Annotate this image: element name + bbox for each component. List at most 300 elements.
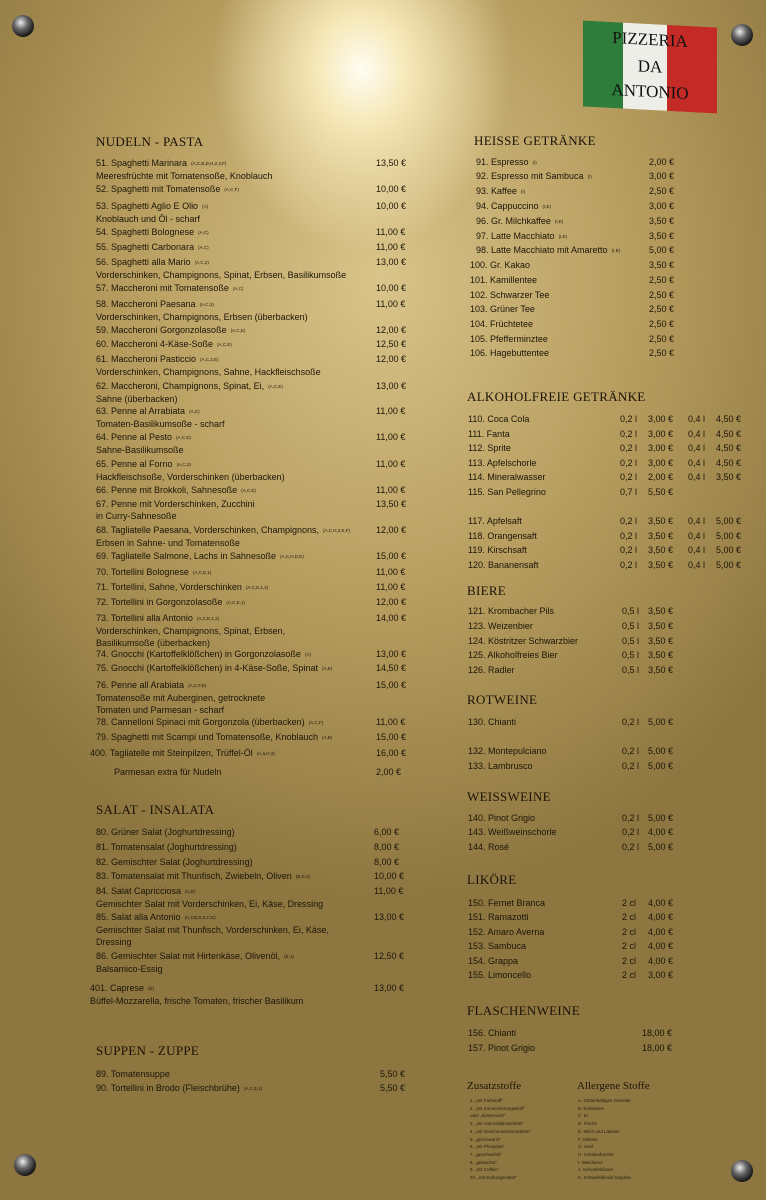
legend-zusatz-entry: 7. „geschwefelt“ bbox=[470, 1151, 502, 1157]
menu-item-name: 98. Latte Macchiato mit Amaretto bbox=[476, 245, 608, 255]
menu-item-name: 79. Spaghetti mit Scampi und Tomatensoße, Knoblauch bbox=[96, 732, 318, 742]
section-title-salat: SALAT - INSALATA bbox=[96, 802, 215, 817]
volume-large: 0,4 l bbox=[688, 545, 706, 555]
menu-item-price: 11,00 € bbox=[376, 227, 406, 237]
price-large: 4,50 € bbox=[716, 458, 742, 468]
allergen-codes: (I,E) bbox=[558, 233, 568, 239]
menu-item-name: 152. Amaro Averna bbox=[468, 927, 545, 937]
menu-item bbox=[96, 256, 346, 281]
menu-item bbox=[96, 226, 209, 239]
price-small: 3,50 € bbox=[648, 516, 674, 526]
menu-item-name: 84. Salat Capricciosa bbox=[96, 886, 182, 896]
menu-item-price: 13,50 € bbox=[376, 158, 407, 168]
menu-item bbox=[468, 635, 578, 647]
menu-item bbox=[468, 559, 539, 571]
price-large: 3,50 € bbox=[716, 472, 742, 482]
volume: 2 cl bbox=[622, 941, 637, 951]
menu-item-name: 151. Ramazotti bbox=[468, 912, 529, 922]
menu-item bbox=[470, 333, 548, 345]
menu-item-price: 13,50 € bbox=[376, 499, 407, 509]
menu-item bbox=[468, 515, 522, 527]
menu-item-name: 130. Chianti bbox=[468, 717, 517, 727]
menu-item-price: 2,50 € bbox=[649, 334, 675, 344]
volume: 0,2 l bbox=[620, 560, 638, 570]
menu-item-name: 94. Cappuccino bbox=[476, 201, 539, 211]
menu-item bbox=[468, 812, 535, 824]
menu-item-price: 11,00 € bbox=[374, 886, 404, 896]
allergen-codes: (A,C) bbox=[198, 229, 209, 235]
menu-item-description: Erbsen in Sahne- und Tomatensoße bbox=[96, 537, 240, 548]
menu-item-name: 125. Alkoholfreies Bier bbox=[468, 650, 558, 660]
price-small: 3,00 € bbox=[648, 443, 674, 453]
allergen-codes: (A,C,B,D,H,2,3,F) bbox=[191, 160, 227, 166]
menu-item bbox=[96, 353, 321, 378]
menu-item-price: 15,00 € bbox=[376, 732, 407, 742]
menu-item-price: 10,00 € bbox=[374, 871, 405, 881]
volume: 0,5 l bbox=[622, 636, 640, 646]
menu-item-price: 13,00 € bbox=[376, 257, 407, 267]
price-large: 5,00 € bbox=[716, 560, 742, 570]
menu-item-price: 5,00 € bbox=[648, 717, 674, 727]
legend-allergen-entry: F. Sellerie bbox=[578, 1136, 598, 1142]
menu-item bbox=[468, 940, 526, 952]
menu-item-name: 401. Caprese bbox=[90, 983, 145, 993]
menu-item-name: 56. Spaghetti alla Mario bbox=[96, 257, 191, 267]
menu-item bbox=[468, 471, 545, 483]
menu-item-name: 72. Tortellini in Gorgonzolasoße bbox=[96, 597, 223, 607]
menu-item bbox=[468, 1027, 516, 1039]
price-small: 3,00 € bbox=[648, 458, 674, 468]
menu-item-name: 140. Pinot Grigio bbox=[468, 813, 536, 823]
menu-item-price: 12,50 € bbox=[376, 339, 407, 349]
price-small: 3,00 € bbox=[648, 429, 674, 439]
menu-item bbox=[96, 380, 283, 405]
allergen-codes: (A,C) bbox=[198, 244, 209, 250]
allergen-codes: (A,C) bbox=[189, 408, 200, 414]
menu-item-description: Tomatensoße mit Auberginen, getrocknete bbox=[96, 692, 266, 703]
menu-item bbox=[96, 826, 235, 838]
menu-item-price: 2,50 € bbox=[649, 319, 675, 329]
menu-item-name: 63. Penne al Arrabiata bbox=[96, 406, 186, 416]
menu-item bbox=[468, 745, 547, 757]
allergen-codes: (A,C,E,1) bbox=[192, 569, 212, 575]
menu-item bbox=[468, 897, 545, 909]
menu-item-name: 119. Kirschsaft bbox=[468, 545, 527, 555]
menu-item-name: 60. Maccheroni 4-Käse-Soße bbox=[96, 339, 214, 349]
volume: 0,5 l bbox=[622, 650, 640, 660]
menu-item-price: 4,00 € bbox=[648, 956, 674, 966]
menu-item-name: 53. Spaghetti Aglio E Olio bbox=[96, 201, 199, 211]
menu-item-name: 93. Kaffee bbox=[476, 186, 517, 196]
menu-item-price: 11,00 € bbox=[376, 432, 406, 442]
menu-item-name: 92. Espresso mit Sambuca bbox=[476, 171, 584, 181]
menu-item-description: Büffel-Mozzarella, frische Tomaten, frischer Basilikum bbox=[90, 995, 304, 1006]
menu-item bbox=[96, 324, 245, 337]
menu-item bbox=[96, 596, 245, 609]
legend-zusatz-entry: 4. „mit Geschmacksverstärker“ bbox=[470, 1128, 532, 1134]
menu-item-price: 15,00 € bbox=[376, 680, 407, 690]
volume: 2 cl bbox=[622, 927, 637, 937]
menu-item-name: 51. Spaghetti Marinara bbox=[96, 158, 188, 168]
volume: 2 cl bbox=[622, 898, 637, 908]
menu-item-price: 8,00 € bbox=[374, 842, 400, 852]
menu-item bbox=[114, 766, 222, 778]
allergen-codes: (A,C,F,E) bbox=[188, 682, 207, 688]
menu-item bbox=[90, 747, 275, 760]
menu-item bbox=[96, 282, 243, 295]
menu-item-name: 69. Tagliatelle Salmone, Lachs in Sahnesoße bbox=[96, 551, 276, 561]
menu-item-name: 111. Fanta bbox=[468, 429, 510, 439]
legend-zusatz-entry: 2. „mit Konservierungsstoff“ bbox=[470, 1105, 525, 1111]
legend-zusatz-entry: 9. „mit Coffein“ bbox=[470, 1167, 500, 1173]
allergen-codes: (A,C,2,E) bbox=[200, 356, 219, 362]
price-large: 5,00 € bbox=[716, 516, 742, 526]
menu-item-price: 3,00 € bbox=[649, 201, 675, 211]
menu-item-price: 2,00 € bbox=[649, 157, 675, 167]
menu-item-name: 89. Tomatensuppe bbox=[96, 1069, 170, 1079]
menu-item bbox=[468, 716, 516, 728]
menu-item bbox=[468, 926, 544, 938]
menu-item bbox=[476, 200, 551, 213]
menu-item-name: 86. Gemischter Salat mit Hirtenkäse, Olivenöl, bbox=[96, 951, 281, 961]
menu-item bbox=[96, 524, 350, 549]
menu-item-name: 103. Grüner Tee bbox=[470, 304, 535, 314]
volume: 0,2 l bbox=[622, 761, 640, 771]
menu-item bbox=[468, 530, 537, 542]
menu-item bbox=[468, 413, 529, 425]
allergen-codes: (I) bbox=[532, 159, 537, 165]
section-title-alkfrei: ALKOHOLFREIE GETRÄNKE bbox=[467, 389, 646, 404]
legend-allergen-entry: K. Schwefeldioxid Sulphite bbox=[578, 1175, 632, 1180]
menu-item-price: 2,50 € bbox=[649, 348, 675, 358]
menu-item bbox=[468, 760, 533, 772]
menu-item-price: 4,00 € bbox=[648, 898, 674, 908]
volume: 2 cl bbox=[622, 970, 637, 980]
menu-item-price: 16,00 € bbox=[376, 748, 407, 758]
menu-item-name: 144. Rosé bbox=[468, 842, 510, 852]
volume: 0,2 l bbox=[622, 842, 640, 852]
menu-item-price: 13,00 € bbox=[376, 381, 407, 391]
menu-item-name: 68. Tagliatelle Paesana, Vorderschinken, Champignons, bbox=[96, 525, 319, 535]
menu-item bbox=[468, 1042, 535, 1054]
menu-item bbox=[96, 581, 268, 594]
menu-item-price: 12,50 € bbox=[374, 951, 405, 961]
menu-item-name: 150. Fernet Branca bbox=[468, 898, 546, 908]
menu-item bbox=[96, 241, 209, 254]
legend-allergen-entry: E. Milch und Laktose bbox=[578, 1128, 620, 1134]
allergen-codes: (A,a,H,3) bbox=[256, 750, 275, 756]
menu-item-price: 13,00 € bbox=[374, 983, 405, 993]
price-large: 5,00 € bbox=[716, 531, 742, 541]
menu-item bbox=[476, 185, 525, 198]
menu-item-description: Hackfleischsoße, Vorderschinken (überbacken) bbox=[96, 471, 285, 482]
allergen-codes: (A,C,H,2,E,F) bbox=[322, 527, 350, 533]
menu-item-description: Vorderschinken, Champignons, Spinat, Erbsen, Basilikumsoße bbox=[96, 269, 347, 280]
menu-item-price: 12,00 € bbox=[376, 525, 407, 535]
allergen-codes: (A,E) bbox=[321, 665, 333, 671]
legend-allergen-entry: C. Ei bbox=[578, 1113, 588, 1119]
menu-item-description: Knoblauch und Öl - scharf bbox=[96, 213, 201, 224]
volume: 0,2 l bbox=[620, 458, 638, 468]
volume-large: 0,4 l bbox=[688, 458, 706, 468]
price-small: 5,50 € bbox=[648, 487, 674, 497]
menu-item-name: 71. Tortellini, Sahne, Vorderschinken bbox=[96, 582, 242, 592]
legend-zusatz-entry: 6. „mit Phosphat“ bbox=[470, 1144, 505, 1150]
menu-item-name: 90. Tortellini in Brodo (Fleischbrühe) bbox=[96, 1083, 240, 1093]
menu-item bbox=[96, 183, 239, 196]
menu-item-name: 64. Penne al Pesto bbox=[96, 432, 173, 442]
menu-item-price: 5,00 € bbox=[649, 245, 675, 255]
menu-item-price: 2,50 € bbox=[649, 304, 675, 314]
menu-item-price: 3,00 € bbox=[649, 171, 675, 181]
menu-item bbox=[470, 274, 537, 286]
menu-item-price: 5,00 € bbox=[648, 813, 674, 823]
menu-item-name: 117. Apfelsaft bbox=[468, 516, 522, 526]
volume: 0,2 l bbox=[622, 813, 640, 823]
menu-item-price: 8,00 € bbox=[374, 857, 400, 867]
menu-item-price: 14,00 € bbox=[376, 613, 407, 623]
menu-item-description: Sahne (überbacken) bbox=[96, 393, 178, 404]
section-title-rot: ROTWEINE bbox=[467, 692, 538, 707]
allergen-codes: (B,D,3) bbox=[295, 873, 311, 879]
menu-item bbox=[96, 612, 285, 649]
menu-item bbox=[468, 664, 515, 676]
allergen-codes: (A,C,E,1) bbox=[226, 599, 245, 605]
allergen-codes: (A,2,B,D,3,C,E) bbox=[184, 914, 216, 920]
menu-item bbox=[96, 1082, 262, 1095]
menu-item bbox=[96, 950, 294, 975]
menu-item-name: 54. Spaghetti Bolognese bbox=[96, 227, 195, 237]
allergen-codes: (A,C,E) bbox=[241, 487, 256, 493]
menu-item bbox=[96, 856, 253, 868]
legend-zusatz-entry: 8. „gewachst“ bbox=[470, 1159, 498, 1165]
section-title-weiss: WEISSWEINE bbox=[467, 789, 551, 804]
menu-item-price: 3,50 € bbox=[648, 621, 674, 631]
menu-item bbox=[96, 200, 208, 225]
price-small: 3,00 € bbox=[648, 414, 674, 424]
menu-item-name: 100. Gr. Kakao bbox=[470, 260, 531, 270]
pizzeria-logo bbox=[583, 20, 717, 113]
menu-item bbox=[96, 870, 310, 883]
price-small: 3,50 € bbox=[648, 560, 674, 570]
allergen-codes: (A,C,F) bbox=[308, 719, 324, 725]
menu-item bbox=[468, 841, 509, 853]
menu-item-price: 11,00 € bbox=[376, 406, 406, 416]
allergen-codes: (A,C,F) bbox=[224, 186, 239, 192]
menu-item-price: 4,00 € bbox=[648, 941, 674, 951]
menu-item-name: 61. Maccheroni Pasticcio bbox=[96, 354, 197, 364]
menu-item-name: 124. Köstritzer Schwarzbier bbox=[468, 636, 579, 646]
volume: 0,2 l bbox=[620, 443, 638, 453]
allergen-codes: (I,E) bbox=[554, 218, 564, 224]
menu-item-name: 66. Penne mit Brokkoli, Sahnesoße bbox=[96, 485, 238, 495]
menu-item bbox=[476, 230, 567, 243]
menu-item-name: 96. Gr. Milchkaffee bbox=[476, 216, 551, 226]
menu-item bbox=[468, 486, 546, 498]
menu-item bbox=[468, 428, 510, 440]
volume-large: 0,4 l bbox=[688, 531, 706, 541]
menu-item-name: 153. Sambuca bbox=[468, 941, 527, 951]
menu-item-description: Vorderschinken, Champignons, Sahne, Hackfleischsoße bbox=[96, 366, 321, 377]
menu-item-name: 133. Lambrusco bbox=[468, 761, 533, 771]
menu-item-name: Parmesan extra für Nudeln bbox=[114, 767, 222, 777]
menu-item bbox=[470, 259, 530, 271]
menu-item-name: 91. Espresso bbox=[476, 157, 529, 167]
legend-allergen-title: Allergene Stoffe bbox=[577, 1080, 650, 1092]
legend-allergen-entry: D. Fische bbox=[578, 1121, 598, 1127]
menu-item-price: 13,00 € bbox=[376, 649, 407, 659]
volume: 0,5 l bbox=[622, 621, 640, 631]
menu-item-name: 104. Früchtetee bbox=[470, 319, 534, 329]
menu-item bbox=[96, 484, 256, 497]
volume-large: 0,4 l bbox=[688, 560, 706, 570]
logo-line-2: DA bbox=[637, 56, 663, 77]
menu-item bbox=[96, 679, 265, 716]
volume: 0,2 l bbox=[620, 472, 638, 482]
menu-item bbox=[96, 431, 191, 456]
legend-allergen-entry: J. Schwefeldioxid bbox=[578, 1167, 613, 1173]
menu-item-price: 3,50 € bbox=[649, 260, 675, 270]
volume: 0,2 l bbox=[622, 746, 640, 756]
menu-item-price: 18,00 € bbox=[642, 1028, 673, 1038]
logo-line-3: ANTONIO bbox=[611, 79, 689, 104]
menu-item-price: 15,00 € bbox=[376, 551, 407, 561]
menu-item-name: 52. Spaghetti mit Tomatensoße bbox=[96, 184, 221, 194]
menu-item-name: 155. Limoncello bbox=[468, 970, 532, 980]
menu-item-name: 400. Tagliatelle mit Steinpilzen, Trüffel-Öl bbox=[90, 748, 253, 758]
allergen-codes: (A,C,E) bbox=[176, 434, 191, 440]
menu-item bbox=[96, 841, 237, 853]
menu-item bbox=[468, 457, 536, 469]
menu-item bbox=[96, 1068, 170, 1080]
menu-item-price: 11,00 € bbox=[376, 242, 406, 252]
menu-item-name: 57. Maccheroni mit Tomatensoße bbox=[96, 283, 229, 293]
menu-item-name: 97. Latte Macchiato bbox=[476, 231, 555, 241]
allergen-codes: (A,C,E) bbox=[268, 383, 283, 389]
menu-item-name: 70. Tortellini Bolognese bbox=[96, 567, 189, 577]
allergen-codes: (E) bbox=[148, 985, 155, 991]
menu-item-price: 3,50 € bbox=[649, 231, 675, 241]
menu-item-name: 81. Tomatensalat (Joghurtdressing) bbox=[96, 842, 237, 852]
menu-item-name: 78. Cannelloni Spinaci mit Gorgonzola (überbacken) bbox=[96, 717, 305, 727]
legend-allergen-entry: G. Senf bbox=[578, 1144, 594, 1150]
menu-item-price: 4,00 € bbox=[648, 912, 674, 922]
menu-item bbox=[96, 298, 308, 323]
legend-zusatz-title: Zusatzstoffe bbox=[467, 1080, 522, 1092]
price-large: 4,50 € bbox=[716, 429, 742, 439]
menu-item-price: 11,00 € bbox=[376, 567, 406, 577]
allergen-codes: (I,E) bbox=[611, 247, 621, 253]
menu-item-price: 4,00 € bbox=[648, 827, 674, 837]
volume: 0,5 l bbox=[622, 606, 640, 616]
menu-item bbox=[468, 649, 558, 661]
volume-large: 0,4 l bbox=[688, 414, 706, 424]
menu-item-price: 3,50 € bbox=[648, 650, 674, 660]
menu-item bbox=[96, 731, 332, 744]
menu-item-name: 55. Spaghetti Carbonara bbox=[96, 242, 195, 252]
allergen-codes: (I) bbox=[520, 188, 526, 194]
menu-item bbox=[96, 405, 225, 430]
volume: 0,2 l bbox=[620, 429, 638, 439]
menu-item-name: 157. Pinot Grigio bbox=[468, 1043, 536, 1053]
legend-zusatz-entry: oder „konserviert“ bbox=[470, 1113, 506, 1119]
volume: 0,2 l bbox=[622, 827, 640, 837]
menu-item bbox=[470, 347, 549, 359]
menu-item bbox=[96, 662, 332, 675]
section-title-biere: BIERE bbox=[467, 583, 507, 598]
menu-item bbox=[468, 544, 527, 556]
menu-item-name: 75. Gnocchi (Kartoffelklößchen) in 4-Käse-Soße, Spinat bbox=[96, 663, 318, 673]
menu-item-price: 3,00 € bbox=[648, 970, 674, 980]
price-small: 3,50 € bbox=[648, 545, 674, 555]
menu-item bbox=[468, 969, 531, 981]
menu-item-price: 12,00 € bbox=[376, 354, 407, 364]
menu-item-name: 143. Weißweinschorle bbox=[468, 827, 557, 837]
allergen-codes: (A,C,2) bbox=[194, 259, 209, 265]
screw-top-left bbox=[12, 15, 34, 37]
volume: 0,2 l bbox=[620, 531, 638, 541]
menu-item-description: Sahne-Basilikumsoße bbox=[96, 444, 184, 455]
allergen-codes: (C,E) bbox=[185, 888, 196, 894]
screw-top-right bbox=[731, 24, 753, 46]
menu-item-description: Vorderschinken, Champignons, Spinat, Erbsen, bbox=[96, 625, 286, 636]
screw-bottom-right bbox=[731, 1160, 753, 1182]
menu-item bbox=[96, 498, 255, 522]
menu-item-price: 4,00 € bbox=[648, 927, 674, 937]
menu-item bbox=[96, 338, 232, 351]
menu-item bbox=[90, 982, 303, 1007]
menu-item-name: 115. San Pellegrino bbox=[468, 487, 546, 497]
menu-item-price: 5,50 € bbox=[380, 1083, 406, 1093]
menu-item-price: 11,00 € bbox=[376, 717, 406, 727]
menu-item bbox=[470, 318, 533, 330]
volume: 0,7 l bbox=[620, 487, 638, 497]
menu-item-name: 67. Penne mit Vorderschinken, Zucchini bbox=[96, 499, 255, 509]
allergen-codes: (A,C,2) bbox=[199, 301, 214, 307]
menu-item bbox=[96, 550, 304, 563]
menu-item bbox=[468, 605, 554, 617]
menu-item-name: 120. Bananensaft bbox=[468, 560, 539, 570]
volume-large: 0,4 l bbox=[688, 443, 706, 453]
section-title-heisse: HEISSE GETRÄNKE bbox=[474, 133, 596, 148]
menu-item-description: Vorderschinken, Champignons, Erbsen (überbacken) bbox=[96, 311, 308, 322]
menu-item-name: 132. Montepulciano bbox=[468, 746, 547, 756]
menu-item bbox=[96, 911, 329, 948]
menu-item bbox=[96, 566, 211, 579]
menu-item-name: 123. Weizenbier bbox=[468, 621, 533, 631]
menu-item-price: 12,00 € bbox=[376, 597, 407, 607]
allergen-codes: (A,C,E) bbox=[217, 341, 232, 347]
legend-allergen-entry: I. Weichtiere bbox=[578, 1159, 603, 1165]
menu-item-price: 13,00 € bbox=[374, 912, 405, 922]
menu-item-description: Dressing bbox=[96, 936, 132, 947]
menu-item-price: 12,00 € bbox=[376, 325, 407, 335]
volume: 0,2 l bbox=[620, 414, 638, 424]
allergen-codes: (A,C,E,1,2) bbox=[196, 615, 220, 621]
allergen-codes: (A) bbox=[304, 651, 311, 657]
menu-item bbox=[96, 885, 323, 910]
menu-item-name: 76. Penne all Arabiata bbox=[96, 680, 185, 690]
allergen-codes: (E,1) bbox=[284, 953, 294, 959]
legend-zusatz-entry: 5. „geschwärzt“ bbox=[470, 1136, 501, 1142]
menu-item bbox=[476, 156, 537, 169]
menu-item bbox=[476, 170, 592, 183]
price-large: 5,00 € bbox=[716, 545, 742, 555]
price-large: 4,50 € bbox=[716, 443, 742, 453]
menu-item-description: in Curry-Sahnesoße bbox=[96, 511, 177, 521]
menu-item bbox=[96, 458, 285, 483]
allergen-codes: (A,C) bbox=[232, 285, 244, 291]
